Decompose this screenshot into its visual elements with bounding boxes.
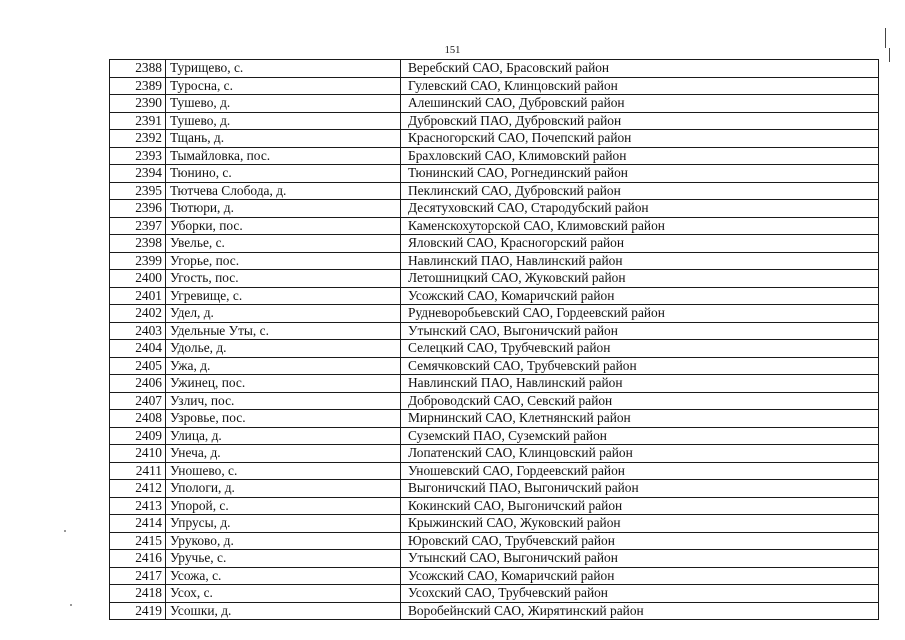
table-row xyxy=(110,322,879,340)
settlement-name: Усох, с. xyxy=(166,585,401,603)
settlement-name: Упологи, д. xyxy=(166,480,401,498)
row-number: 2407 xyxy=(110,392,166,410)
administration-name: Суземский ПАО, Суземский район xyxy=(401,427,879,445)
table-row xyxy=(110,287,879,305)
settlement-name: Уручье, с. xyxy=(166,550,401,568)
row-number: 2394 xyxy=(110,165,166,183)
row-number: 2401 xyxy=(110,287,166,305)
table-row xyxy=(110,567,879,585)
settlement-name: Тютчева Слобода, д. xyxy=(166,182,401,200)
administration-name: Летошницкий САО, Жуковский район xyxy=(401,270,879,288)
settlement-name: Усошки, д. xyxy=(166,602,401,620)
table-row xyxy=(110,112,879,130)
administration-name: Алешинский САО, Дубровский район xyxy=(401,95,879,113)
table-row xyxy=(110,60,879,78)
settlement-name: Тюнино, с. xyxy=(166,165,401,183)
settlements-table xyxy=(109,59,879,620)
administration-name: Усохский САО, Трубчевский район xyxy=(401,585,879,603)
table-row xyxy=(110,305,879,323)
row-number: 2390 xyxy=(110,95,166,113)
table-row xyxy=(110,410,879,428)
administration-name: Уношевский САО, Гордеевский район xyxy=(401,462,879,480)
settlement-name: Ужинец, пос. xyxy=(166,375,401,393)
settlement-name: Тымайловка, пос. xyxy=(166,147,401,165)
administration-name: Доброводский САО, Севский район xyxy=(401,392,879,410)
table-row xyxy=(110,375,879,393)
table-row xyxy=(110,200,879,218)
table-row xyxy=(110,585,879,603)
table-row xyxy=(110,357,879,375)
row-number: 2402 xyxy=(110,305,166,323)
administration-name: Кокинский САО, Выгоничский район xyxy=(401,497,879,515)
administration-name: Красногорский САО, Почепский район xyxy=(401,130,879,148)
administration-name: Навлинский ПАО, Навлинский район xyxy=(401,252,879,270)
settlement-name: Узлич, пос. xyxy=(166,392,401,410)
settlement-name: Угревище, с. xyxy=(166,287,401,305)
row-number: 2413 xyxy=(110,497,166,515)
row-number: 2400 xyxy=(110,270,166,288)
settlement-name: Унеча, д. xyxy=(166,445,401,463)
table-row xyxy=(110,182,879,200)
settlement-name: Упрусы, д. xyxy=(166,515,401,533)
row-number: 2391 xyxy=(110,112,166,130)
page-number: 151 xyxy=(444,45,461,56)
administration-name: Выгоничский ПАО, Выгоничский район xyxy=(401,480,879,498)
settlement-name: Удел, д. xyxy=(166,305,401,323)
table-row xyxy=(110,235,879,253)
administration-name: Семячковский САО, Трубчевский район xyxy=(401,357,879,375)
row-number: 2409 xyxy=(110,427,166,445)
table-row xyxy=(110,532,879,550)
settlement-name: Удолье, д. xyxy=(166,340,401,358)
row-number: 2414 xyxy=(110,515,166,533)
row-number: 2395 xyxy=(110,182,166,200)
table-row xyxy=(110,602,879,620)
table-row xyxy=(110,147,879,165)
scan-speck xyxy=(70,604,72,606)
administration-name: Рудневоробьевский САО, Гордеевский район xyxy=(401,305,879,323)
settlement-name: Ужа, д. xyxy=(166,357,401,375)
table-row xyxy=(110,480,879,498)
settlement-name: Улица, д. xyxy=(166,427,401,445)
administration-name: Юровский САО, Трубчевский район xyxy=(401,532,879,550)
administration-name: Брахловский САО, Климовский район xyxy=(401,147,879,165)
row-number: 2417 xyxy=(110,567,166,585)
administration-name: Яловский САО, Красногорский район xyxy=(401,235,879,253)
administration-name: Воробейнский САО, Жирятинский район xyxy=(401,602,879,620)
table-row xyxy=(110,515,879,533)
settlement-name: Туросна, с. xyxy=(166,77,401,95)
administration-name: Утынский САО, Выгоничский район xyxy=(401,550,879,568)
table-row xyxy=(110,270,879,288)
administration-name: Утынский САО, Выгоничский район xyxy=(401,322,879,340)
row-number: 2405 xyxy=(110,357,166,375)
settlement-name: Тушево, д. xyxy=(166,112,401,130)
table-row xyxy=(110,130,879,148)
administration-name: Пеклинский САО, Дубровский район xyxy=(401,182,879,200)
table-row xyxy=(110,462,879,480)
scan-edge-mark-lower xyxy=(889,48,890,62)
row-number: 2412 xyxy=(110,480,166,498)
administration-name: Мирнинский САО, Клетнянский район xyxy=(401,410,879,428)
row-number: 2397 xyxy=(110,217,166,235)
table-row xyxy=(110,340,879,358)
row-number: 2406 xyxy=(110,375,166,393)
row-number: 2388 xyxy=(110,60,166,78)
table-row xyxy=(110,445,879,463)
settlement-name: Узровье, пос. xyxy=(166,410,401,428)
settlement-name: Уборки, пос. xyxy=(166,217,401,235)
administration-name: Каменскохуторской САО, Климовский район xyxy=(401,217,879,235)
administration-name: Дубровский ПАО, Дубровский район xyxy=(401,112,879,130)
table-row xyxy=(110,77,879,95)
settlement-name: Увелье, с. xyxy=(166,235,401,253)
administration-name: Усожский САО, Комаричский район xyxy=(401,287,879,305)
administration-name: Усожский САО, Комаричский район xyxy=(401,567,879,585)
table-row xyxy=(110,550,879,568)
row-number: 2418 xyxy=(110,585,166,603)
row-number: 2389 xyxy=(110,77,166,95)
row-number: 2415 xyxy=(110,532,166,550)
row-number: 2399 xyxy=(110,252,166,270)
table-row xyxy=(110,427,879,445)
settlement-name: Угость, пос. xyxy=(166,270,401,288)
administration-name: Десятуховский САО, Стародубский район xyxy=(401,200,879,218)
settlement-name: Уношево, с. xyxy=(166,462,401,480)
administration-name: Тюнинский САО, Рогнединский район xyxy=(401,165,879,183)
table-row xyxy=(110,217,879,235)
scan-edge-mark xyxy=(885,28,886,48)
settlement-name: Уруково, д. xyxy=(166,532,401,550)
administration-name: Гулевский САО, Клинцовский район xyxy=(401,77,879,95)
row-number: 2398 xyxy=(110,235,166,253)
row-number: 2392 xyxy=(110,130,166,148)
row-number: 2396 xyxy=(110,200,166,218)
table-row xyxy=(110,165,879,183)
settlement-name: Угорье, пос. xyxy=(166,252,401,270)
table-row xyxy=(110,497,879,515)
row-number: 2416 xyxy=(110,550,166,568)
row-number: 2410 xyxy=(110,445,166,463)
administration-name: Веребский САО, Брасовский район xyxy=(401,60,879,78)
settlement-name: Удельные Уты, с. xyxy=(166,322,401,340)
settlement-name: Тщань, д. xyxy=(166,130,401,148)
row-number: 2419 xyxy=(110,602,166,620)
settlement-name: Тютюри, д. xyxy=(166,200,401,218)
administration-name: Селецкий САО, Трубчевский район xyxy=(401,340,879,358)
row-number: 2403 xyxy=(110,322,166,340)
row-number: 2411 xyxy=(110,462,166,480)
administration-name: Лопатенский САО, Клинцовский район xyxy=(401,445,879,463)
settlement-name: Тушево, д. xyxy=(166,95,401,113)
row-number: 2393 xyxy=(110,147,166,165)
row-number: 2404 xyxy=(110,340,166,358)
table-row xyxy=(110,252,879,270)
table-row xyxy=(110,95,879,113)
settlements-table-body xyxy=(110,60,879,620)
row-number: 2408 xyxy=(110,410,166,428)
administration-name: Крыжинский САО, Жуковский район xyxy=(401,515,879,533)
administration-name: Навлинский ПАО, Навлинский район xyxy=(401,375,879,393)
scan-speck xyxy=(64,530,66,532)
settlement-name: Упорой, с. xyxy=(166,497,401,515)
settlement-name: Усожа, с. xyxy=(166,567,401,585)
settlement-name: Турищево, с. xyxy=(166,60,401,78)
table-row xyxy=(110,392,879,410)
